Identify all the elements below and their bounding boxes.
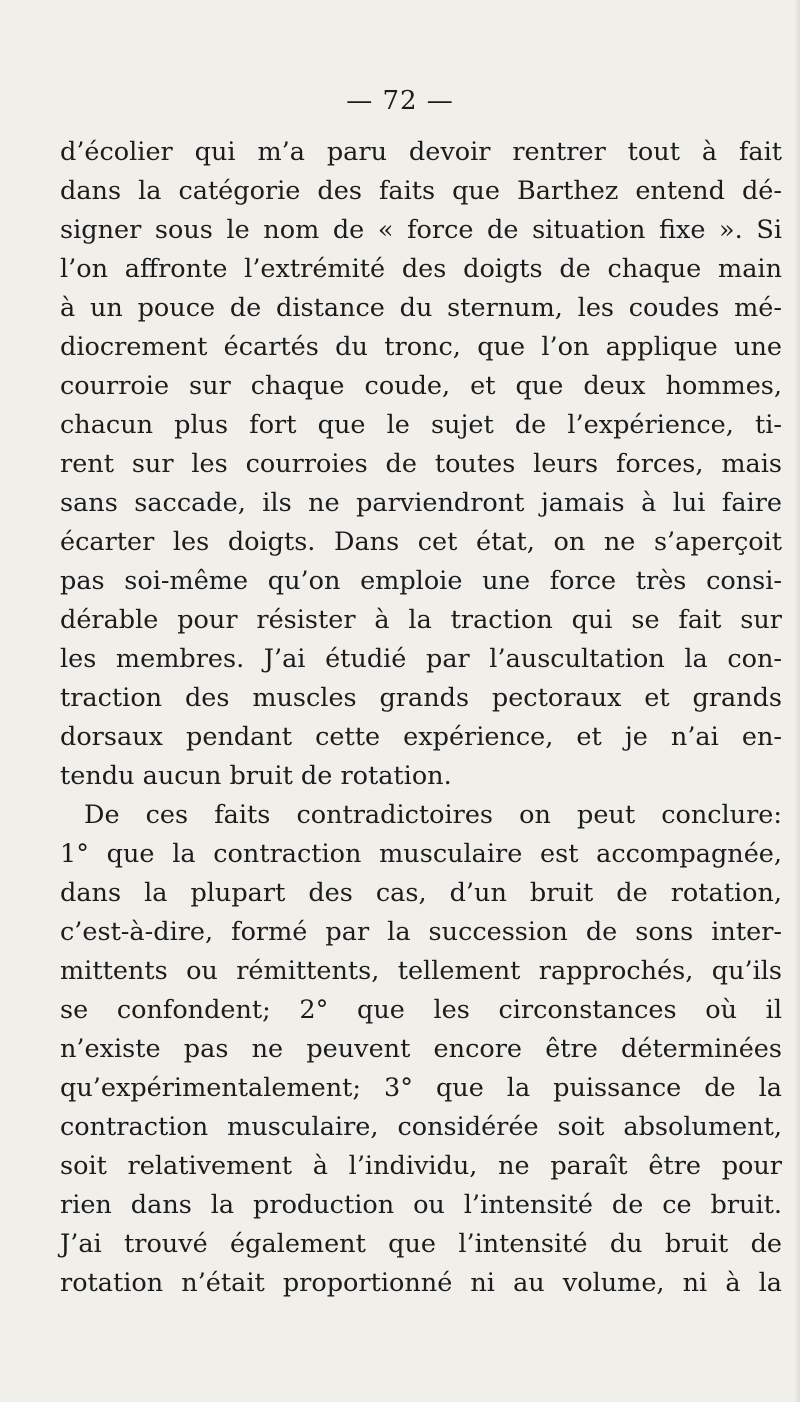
text-line: 1° que la contraction musculaire est accompagnée, [60, 839, 782, 869]
text-line: les membres. J’ai étudié par l’auscultation la con- [60, 644, 782, 674]
text-line: n’existe pas ne peuvent encore être déterminées [60, 1034, 782, 1064]
text-line: qu’expérimentalement; 3° que la puissance de la [60, 1073, 782, 1103]
text-line: rien dans la production ou l’intensité de ce bruit. [60, 1190, 782, 1220]
text-line: diocrement écartés du tronc, que l’on applique une [60, 332, 782, 362]
text-line: signer sous le nom de « force de situation fixe ». Si [60, 215, 782, 245]
text-line: d’écolier qui m’a paru devoir rentrer tout à fait [60, 137, 782, 167]
text-line: se confondent; 2° que les circonstances où il [60, 995, 782, 1025]
text-line: tendu aucun bruit de rotation. [60, 761, 452, 791]
text-line: pas soi-même qu’on emploie une force très consi- [60, 566, 782, 596]
text-line: rent sur les courroies de toutes leurs forces, mais [60, 449, 782, 479]
text-line: J’ai trouvé également que l’intensité du bruit de [60, 1229, 782, 1259]
text-line: dans la catégorie des faits que Barthez entend dé- [60, 176, 782, 206]
text-line: courroie sur chaque coude, et que deux hommes, [60, 371, 782, 401]
text-line: dorsaux pendant cette expérience, et je n’ai en- [60, 722, 782, 752]
text-line: dans la plupart des cas, d’un bruit de rotation, [60, 878, 782, 908]
text-line: chacun plus fort que le sujet de l’expérience, ti- [60, 410, 782, 440]
text-line: contraction musculaire, considérée soit absolument, [60, 1112, 782, 1142]
text-line: rotation n’était proportionné ni au volume, ni à la [60, 1268, 782, 1298]
text-line: c’est-à-dire, formé par la succession de sons inter- [60, 917, 782, 947]
text-line: écarter les doigts. Dans cet état, on ne s’aperçoit [60, 527, 782, 557]
text-line: à un pouce de distance du sternum, les coudes mé- [60, 293, 782, 323]
text-line: soit relativement à l’individu, ne paraît être pour [60, 1151, 782, 1181]
text-line: dérable pour résister à la traction qui se fait sur [60, 605, 782, 635]
text-line: sans saccade, ils ne parviendront jamais à lui faire [60, 488, 782, 518]
text-line: l’on affronte l’extrémité des doigts de chaque main [60, 254, 782, 284]
text-line: De ces faits contradictoires on peut conclure: [84, 800, 782, 830]
text-line: traction des muscles grands pectoraux et grands [60, 683, 782, 713]
page-number: — 72 — [346, 86, 454, 116]
text-line: mittents ou rémittents, tellement rapprochés, qu’ils [60, 956, 782, 986]
page-edge-shadow [794, 0, 800, 1402]
